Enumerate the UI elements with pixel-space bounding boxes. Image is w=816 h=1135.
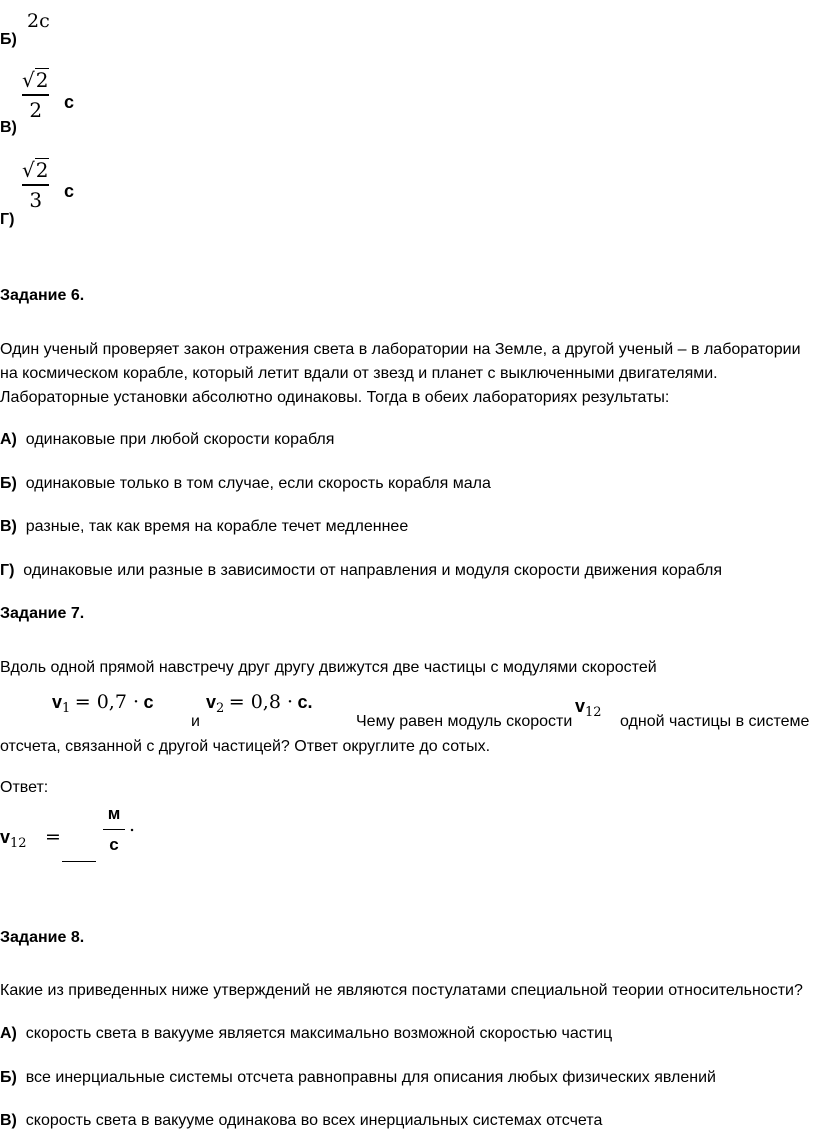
task6-option-b: Б) одинаковые только в том случае, если скорость корабля мала	[0, 475, 491, 492]
option-g-unit: с	[64, 181, 75, 201]
task6-line-1: Один ученый проверяет закон отражения света в лаборатории на Земле, а другой ученый – в лаборатории	[0, 341, 801, 358]
task8-title: Задание 8.	[0, 929, 85, 946]
task7-question-a: Чему равен модуль скорости	[356, 713, 573, 730]
option-v-unit: с	[64, 92, 75, 112]
answer-dot: .	[129, 814, 136, 836]
formula-v2: $v_2 = 0,8 \cdot с$.	[206, 691, 313, 716]
option-b-value: 2c	[27, 10, 50, 32]
sqrt-icon: √	[22, 68, 35, 92]
option-v-label: В)	[0, 119, 17, 136]
formula-v1: $v_1 = 0,7 \cdot с$	[52, 691, 154, 716]
option-g-fraction: √ 2 3	[22, 158, 49, 212]
option-b-label: Б)	[0, 31, 17, 48]
task8-option-v: В) скорость света в вакууме одинакова во всех инерциальных системах отсчета	[0, 1112, 603, 1129]
task6-option-g: Г) одинаковые или разные в зависимости от направления и модуля скорости движения корабля	[0, 562, 723, 579]
formula-v12: $v_{12}$	[575, 696, 602, 720]
task6-option-v: В) разные, так как время на корабле течет медленнее	[0, 518, 409, 535]
task6-option-a: А) одинаковые при любой скорости корабля	[0, 431, 335, 448]
task6-line-3: Лабораторные установки абсолютно одинаковы. Тогда в обеих лабораториях результаты:	[0, 389, 670, 406]
option-v-fraction: √ 2 2	[22, 68, 49, 122]
task7-line-1: Вдоль одной прямой навстречу друг другу движутся две частицы с модулями скоростей	[0, 659, 657, 676]
answer-unit-fraction: м с	[103, 805, 125, 854]
task6-title: Задание 6.	[0, 287, 85, 304]
answer-label: Ответ:	[0, 779, 49, 796]
option-g-label: Г)	[0, 211, 15, 228]
answer-formula: $v_{12}$ =	[0, 826, 61, 851]
task8-option-b: Б) все инерциальные системы отсчета равноправны для описания любых физических явлений	[0, 1069, 716, 1086]
answer-input-line[interactable]	[62, 861, 96, 862]
and-word: и	[191, 713, 200, 730]
task7-title: Задание 7.	[0, 605, 85, 622]
task6-line-2: на космическом корабле, который летит вдали от звезд и планет с выключенными двигателями.	[0, 365, 718, 382]
task8-option-a: А) скорость света в вакууме является максимально возможной скоростью частиц	[0, 1025, 613, 1042]
task7-line-3: отсчета, связанной с другой частицей? Ответ округлите до сотых.	[0, 738, 491, 755]
sqrt-icon: √	[22, 158, 35, 182]
task8-question: Какие из приведенных ниже утверждений не являются постулатами специальной теории относительности?	[0, 982, 803, 999]
task7-question-b: одной частицы в системе	[620, 713, 810, 730]
